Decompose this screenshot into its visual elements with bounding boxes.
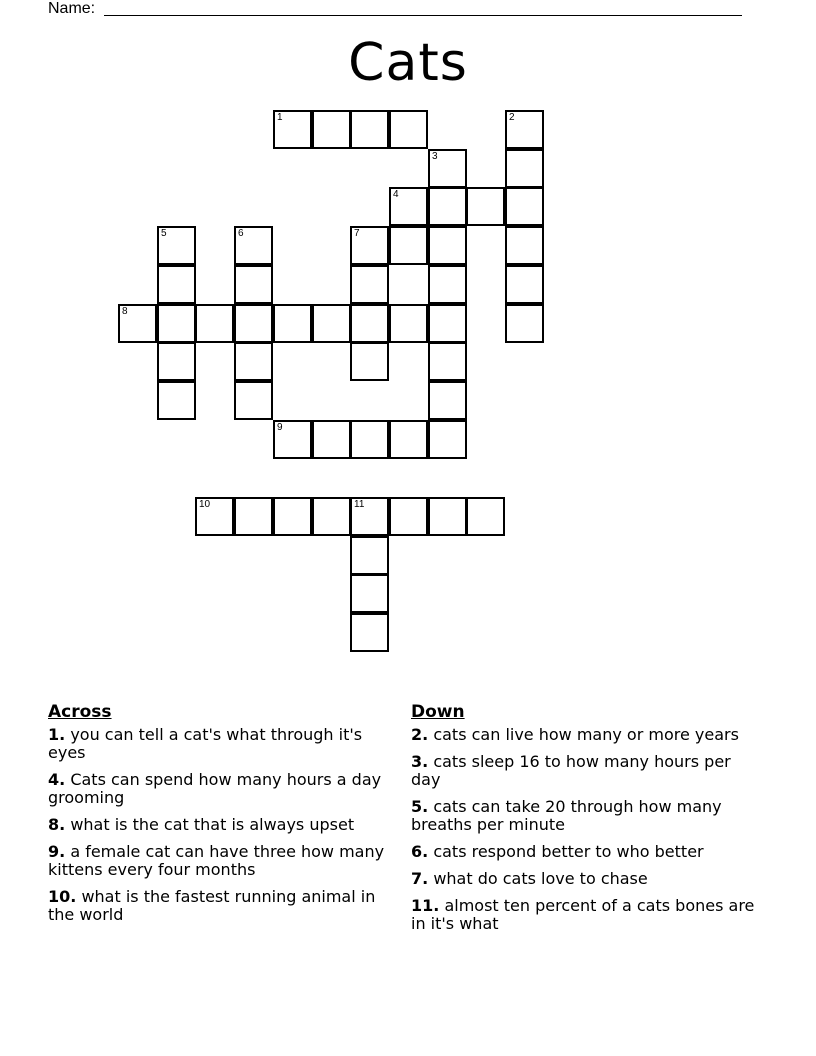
clue-down-3 bbox=[411, 753, 756, 789]
grid-cell[interactable] bbox=[428, 149, 467, 188]
grid-cell[interactable] bbox=[350, 574, 389, 613]
grid-cell[interactable] bbox=[234, 381, 273, 420]
grid-cell[interactable] bbox=[505, 187, 544, 226]
grid-cell[interactable] bbox=[389, 110, 428, 149]
grid-cell[interactable] bbox=[350, 265, 389, 304]
grid-cell[interactable] bbox=[195, 497, 234, 536]
grid-cell[interactable] bbox=[234, 265, 273, 304]
grid-cell[interactable] bbox=[350, 304, 389, 343]
name-label: Name: bbox=[48, 0, 96, 17]
clue-text: cats sleep 16 to how many hours per day bbox=[411, 752, 731, 789]
grid-cell[interactable] bbox=[350, 497, 389, 536]
grid-cell[interactable] bbox=[389, 226, 428, 265]
clue-number: 4. bbox=[48, 770, 66, 789]
grid-cell[interactable] bbox=[428, 381, 467, 420]
grid-cell[interactable] bbox=[350, 226, 389, 265]
name-input-line[interactable] bbox=[104, 15, 742, 16]
clue-number: 6. bbox=[411, 842, 429, 861]
clue-down-2 bbox=[411, 726, 756, 744]
across-heading: Across bbox=[48, 702, 112, 722]
clue-number: 3. bbox=[411, 752, 429, 771]
grid-cell[interactable] bbox=[428, 226, 467, 265]
clue-text: cats respond better to who better bbox=[433, 842, 704, 861]
grid-cell[interactable] bbox=[505, 149, 544, 188]
clue-text: Cats can spend how many hours a day grooming bbox=[48, 770, 382, 807]
clue-number: 9. bbox=[48, 842, 66, 861]
clue-text: what is the cat that is always upset bbox=[70, 815, 355, 834]
cell-number: 9 bbox=[277, 422, 283, 433]
clue-down-5 bbox=[411, 798, 756, 834]
grid-cell[interactable] bbox=[157, 265, 196, 304]
grid-cell[interactable] bbox=[157, 304, 196, 343]
grid-cell[interactable] bbox=[428, 187, 467, 226]
grid-cell[interactable] bbox=[118, 304, 157, 343]
clue-number: 11. bbox=[411, 896, 440, 915]
cell-number: 3 bbox=[432, 151, 438, 162]
cell-number: 10 bbox=[199, 499, 211, 510]
cell-number: 4 bbox=[393, 189, 399, 200]
grid-cell[interactable] bbox=[195, 304, 234, 343]
clue-across-4 bbox=[48, 771, 393, 807]
clue-text: a female cat can have three how many kittens every four months bbox=[48, 842, 385, 879]
clue-text: cats can live how many or more years bbox=[433, 725, 739, 744]
grid-cell[interactable] bbox=[505, 304, 544, 343]
grid-cell[interactable] bbox=[234, 226, 273, 265]
clue-down-6 bbox=[411, 843, 756, 861]
cell-number: 11 bbox=[354, 499, 365, 510]
page-title: Cats bbox=[348, 33, 468, 93]
clue-text: you can tell a cat's what through it's eyes bbox=[48, 725, 363, 762]
cell-number: 2 bbox=[509, 112, 515, 123]
grid-cell[interactable] bbox=[234, 497, 273, 536]
grid-cell[interactable] bbox=[428, 342, 467, 381]
clue-number: 2. bbox=[411, 725, 429, 744]
clue-across-1 bbox=[48, 726, 393, 762]
cell-number: 5 bbox=[161, 228, 167, 239]
grid-cell[interactable] bbox=[466, 187, 505, 226]
grid-cell[interactable] bbox=[350, 420, 389, 459]
grid-cell[interactable] bbox=[273, 497, 312, 536]
grid-cell[interactable] bbox=[389, 187, 428, 226]
grid-cell[interactable] bbox=[234, 304, 273, 343]
clue-across-9 bbox=[48, 843, 393, 879]
clue-number: 7. bbox=[411, 869, 429, 888]
grid-cell[interactable] bbox=[350, 342, 389, 381]
down-clues bbox=[411, 702, 756, 942]
grid-cell[interactable] bbox=[428, 497, 467, 536]
grid-cell[interactable] bbox=[273, 110, 312, 149]
clue-across-8 bbox=[48, 816, 393, 834]
grid-cell[interactable] bbox=[428, 304, 467, 343]
grid-cell[interactable] bbox=[505, 110, 544, 149]
grid-cell[interactable] bbox=[466, 497, 505, 536]
grid-cell[interactable] bbox=[428, 420, 467, 459]
clue-text: almost ten percent of a cats bones are in it's what bbox=[411, 896, 755, 933]
clue-across-10 bbox=[48, 888, 393, 924]
clue-down-11 bbox=[411, 897, 756, 933]
clue-number: 5. bbox=[411, 797, 429, 816]
grid-cell[interactable] bbox=[157, 226, 196, 265]
clue-number: 1. bbox=[48, 725, 66, 744]
clue-number: 10. bbox=[48, 887, 77, 906]
grid-cell[interactable] bbox=[157, 381, 196, 420]
grid-cell[interactable] bbox=[312, 497, 351, 536]
grid-cell[interactable] bbox=[234, 342, 273, 381]
grid-cell[interactable] bbox=[389, 497, 428, 536]
clue-down-7 bbox=[411, 870, 756, 888]
clue-text: what do cats love to chase bbox=[433, 869, 648, 888]
down-heading: Down bbox=[411, 702, 465, 722]
grid-cell[interactable] bbox=[273, 304, 312, 343]
clue-text: cats can take 20 through how many breaths per minute bbox=[411, 797, 722, 834]
clue-number: 8. bbox=[48, 815, 66, 834]
grid-cell[interactable] bbox=[157, 342, 196, 381]
across-clues bbox=[48, 702, 393, 933]
grid-cell[interactable] bbox=[505, 265, 544, 304]
cell-number: 6 bbox=[238, 228, 244, 239]
grid-cell[interactable] bbox=[273, 420, 312, 459]
grid-cell[interactable] bbox=[428, 265, 467, 304]
grid-cell[interactable] bbox=[389, 420, 428, 459]
grid-cell[interactable] bbox=[505, 226, 544, 265]
cell-number: 1 bbox=[277, 112, 283, 123]
grid-cell[interactable] bbox=[312, 304, 351, 343]
grid-cell[interactable] bbox=[389, 304, 428, 343]
cell-number: 8 bbox=[122, 306, 128, 317]
grid-cell[interactable] bbox=[350, 110, 389, 149]
grid-cell[interactable] bbox=[312, 110, 351, 149]
grid-cell[interactable] bbox=[312, 420, 351, 459]
grid-cell[interactable] bbox=[350, 613, 389, 652]
clue-text: what is the fastest running animal in the world bbox=[48, 887, 376, 924]
grid-cell[interactable] bbox=[350, 536, 389, 575]
cell-number: 7 bbox=[354, 228, 360, 239]
